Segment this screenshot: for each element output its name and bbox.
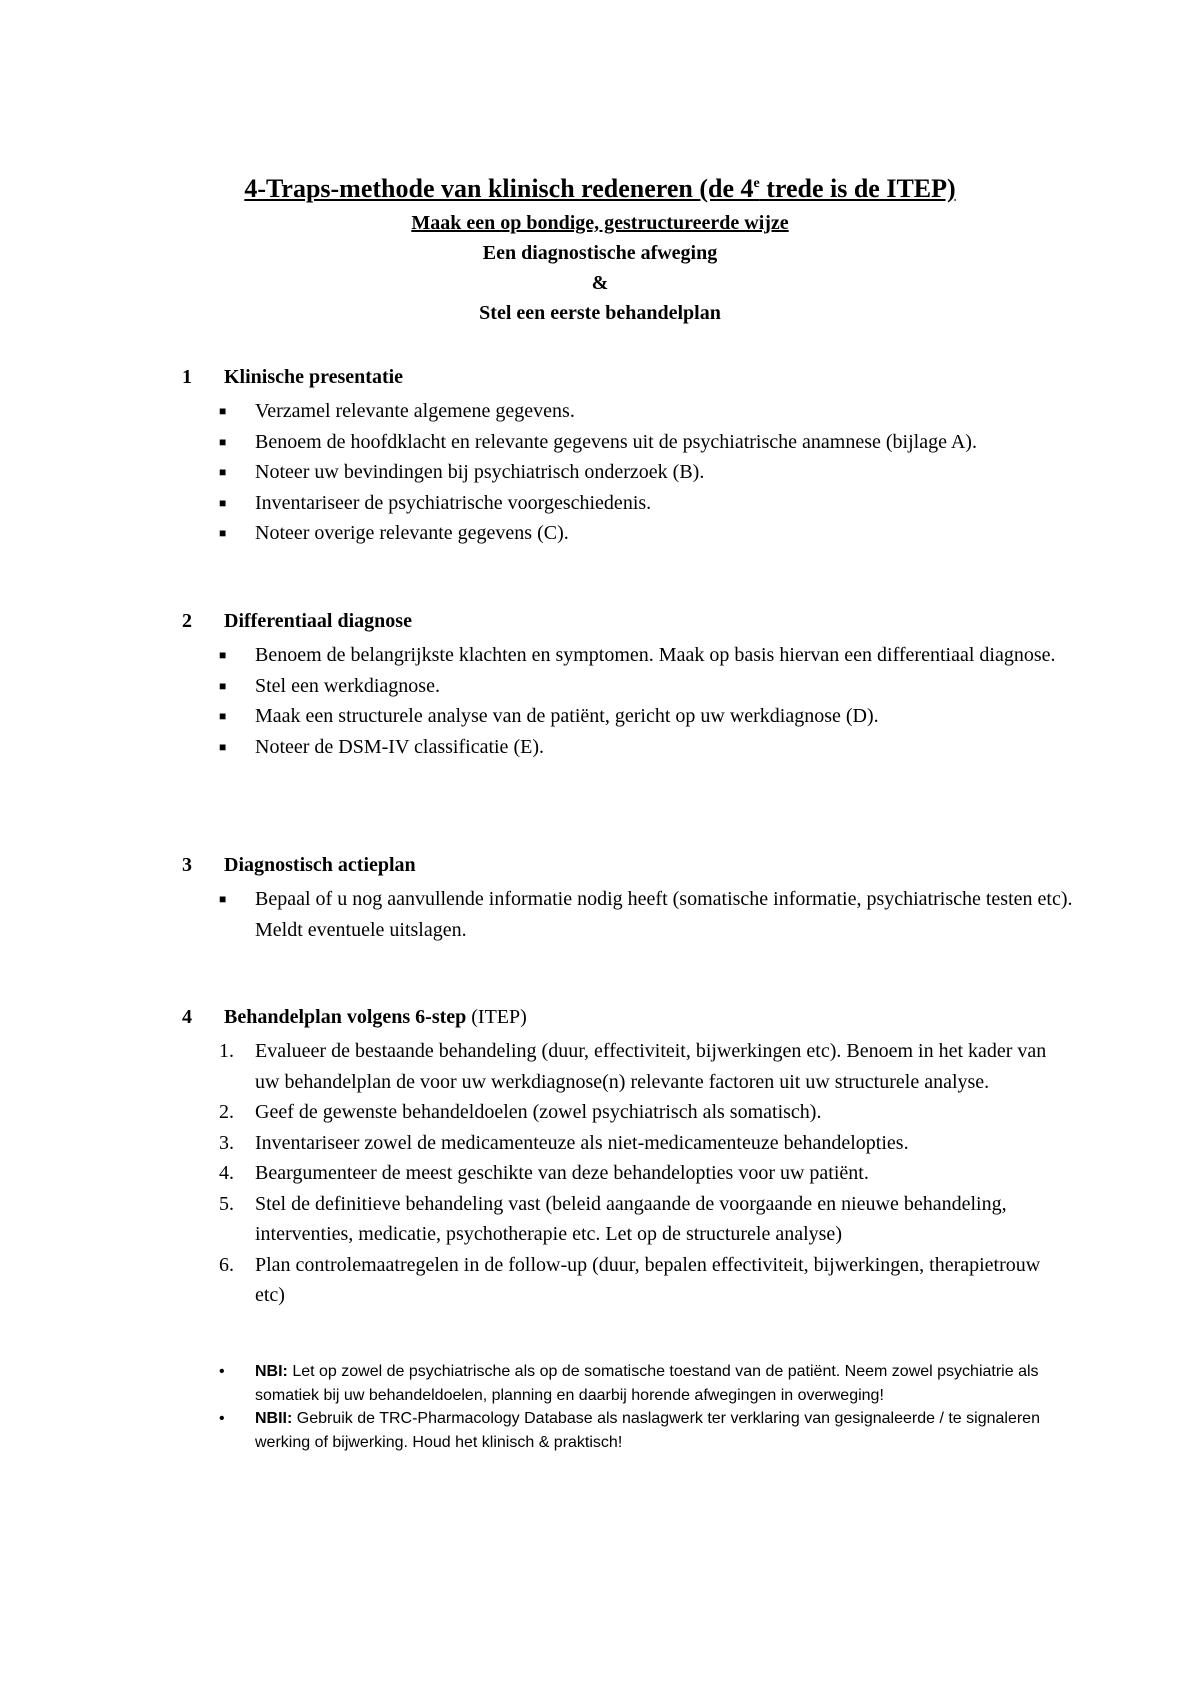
section-number: 2 (182, 610, 192, 632)
numbered-item: 6. Plan controlemaatregelen in de follow-up (duur, bepalen effectiviteit, bijwerkingen, therapietrouw etc) (0, 1250, 1075, 1311)
subtitle-diagnostic: Een diagnostische afweging (482, 242, 718, 264)
square-bullet-icon: ■ (219, 495, 227, 510)
item-number: 6. (219, 1253, 234, 1276)
section-heading (0, 366, 1200, 396)
section-title: Differentiaal diagnose (224, 610, 412, 632)
bullet-dot-icon: • (219, 1363, 225, 1380)
note-item: • NBII: Gebruik de TRC-Pharmacology Database als naslagwerk ter verklaring van gesignaleerde / te signaleren werking of bijwerking. Houd het klinisch & praktisch! (0, 1407, 1045, 1454)
square-bullet-icon: ■ (219, 404, 227, 418)
list-item: ■ Noteer overige relevante gegevens (C). (0, 518, 1075, 549)
section-number: 4 (182, 1006, 192, 1028)
numbered-item: 5. Stel de definitieve behandeling vast (beleid aangaande de voorgaande en nieuwe behandeling, interventies, medicatie, psychotherapie etc. Let op de structurele analyse) (0, 1189, 1075, 1250)
note-label: NBII: (255, 1410, 293, 1427)
square-bullet-icon: ■ (219, 709, 227, 723)
list-item: ■ Benoem de hoofdklacht en relevante gegevens uit de psychiatrische anamnese (bijlage A). (0, 427, 1075, 458)
numbered-item: 1. Evalueer de bestaande behandeling (duur, effectiviteit, bijwerkingen etc). Benoem in het kader van uw behandelplan de voor uw werkdiagnose(n) relevante factoren uit uw structurele analyse. (0, 1036, 1075, 1097)
list-item: ■ Benoem de belangrijkste klachten en symptomen. Maak op basis hiervan een differentiaal diagnose. (0, 640, 1075, 671)
list-item: ■ Verzamel relevante algemene gegevens. (0, 396, 1075, 427)
section-diagnostisch-actieplan (0, 854, 1200, 945)
list-item: ■ Maak een structurele analyse van de patiënt, gericht op uw werkdiagnose (D). (0, 701, 1075, 732)
square-bullet-icon: ■ (219, 892, 227, 906)
list-item: ■ Noteer uw bevindingen bij psychiatrisch onderzoek (B). (0, 457, 1075, 488)
subtitle-treatment: Stel een eerste behandelplan (479, 302, 721, 324)
bullet-dot-icon: • (219, 1410, 225, 1427)
item-number: 2. (219, 1101, 234, 1123)
numbered-item: 4. Beargumenteer de meest geschikte van deze behandelopties voor uw patiënt. (0, 1158, 1075, 1189)
subtitle-ampersand: & (591, 272, 609, 294)
square-bullet-icon: ■ (219, 678, 227, 693)
item-number: 3. (219, 1131, 234, 1154)
list-item: ■ Inventariseer de psychiatrische voorgeschiedenis. (0, 488, 1075, 519)
notes-list (0, 1360, 1200, 1454)
square-bullet-icon: ■ (219, 465, 227, 479)
section-heading (0, 854, 1200, 884)
square-bullet-icon: ■ (219, 739, 227, 754)
square-bullet-icon: ■ (219, 526, 227, 540)
square-bullet-icon: ■ (219, 434, 227, 449)
item-number: 4. (219, 1162, 234, 1184)
square-bullet-icon: ■ (219, 648, 227, 662)
section-title: Diagnostisch actieplan (224, 854, 416, 876)
section-heading (0, 1006, 1200, 1036)
section-behandelplan (0, 1006, 1200, 1311)
numbered-item: 2. Geef de gewenste behandeldoelen (zowel psychiatrisch als somatisch). (0, 1097, 1075, 1128)
section-heading (0, 610, 1200, 640)
page-title: 4-Traps-methode van klinisch redeneren (de 4e trede is de ITEP) (244, 174, 956, 203)
section-title: Behandelplan volgens 6-step (ITEP) (224, 1006, 527, 1028)
section-differentiaal-diagnose (0, 610, 1200, 762)
list-item: ■ Bepaal of u nog aanvullende informatie nodig heeft (somatische informatie, psychiatrische testen etc). Meldt eventuele uitslagen. (0, 884, 1075, 945)
numbered-item: 3. Inventariseer zowel de medicamenteuze als niet-medicamenteuze behandelopties. (0, 1128, 1075, 1159)
section-number: 1 (182, 366, 192, 388)
item-number: 5. (219, 1192, 234, 1215)
section-klinische-presentatie (0, 366, 1200, 549)
subtitle-instruction: Maak een op bondige, gestructureerde wijze (411, 212, 789, 234)
note-item: • NBI: Let op zowel de psychiatrische als op de somatische toestand van de patiënt. Neem zowel psychiatrie als somatiek bij uw behandeldoelen, planning en daarbij horende afwegingen in overweging! (0, 1360, 1045, 1407)
section-title: Klinische presentatie (224, 366, 404, 388)
list-item: ■ Noteer de DSM-IV classificatie (E). (0, 732, 1075, 763)
item-number: 1. (219, 1040, 234, 1062)
list-item: ■ Stel een werkdiagnose. (0, 671, 1075, 702)
section-number: 3 (182, 854, 192, 876)
note-label: NBI: (255, 1363, 288, 1380)
